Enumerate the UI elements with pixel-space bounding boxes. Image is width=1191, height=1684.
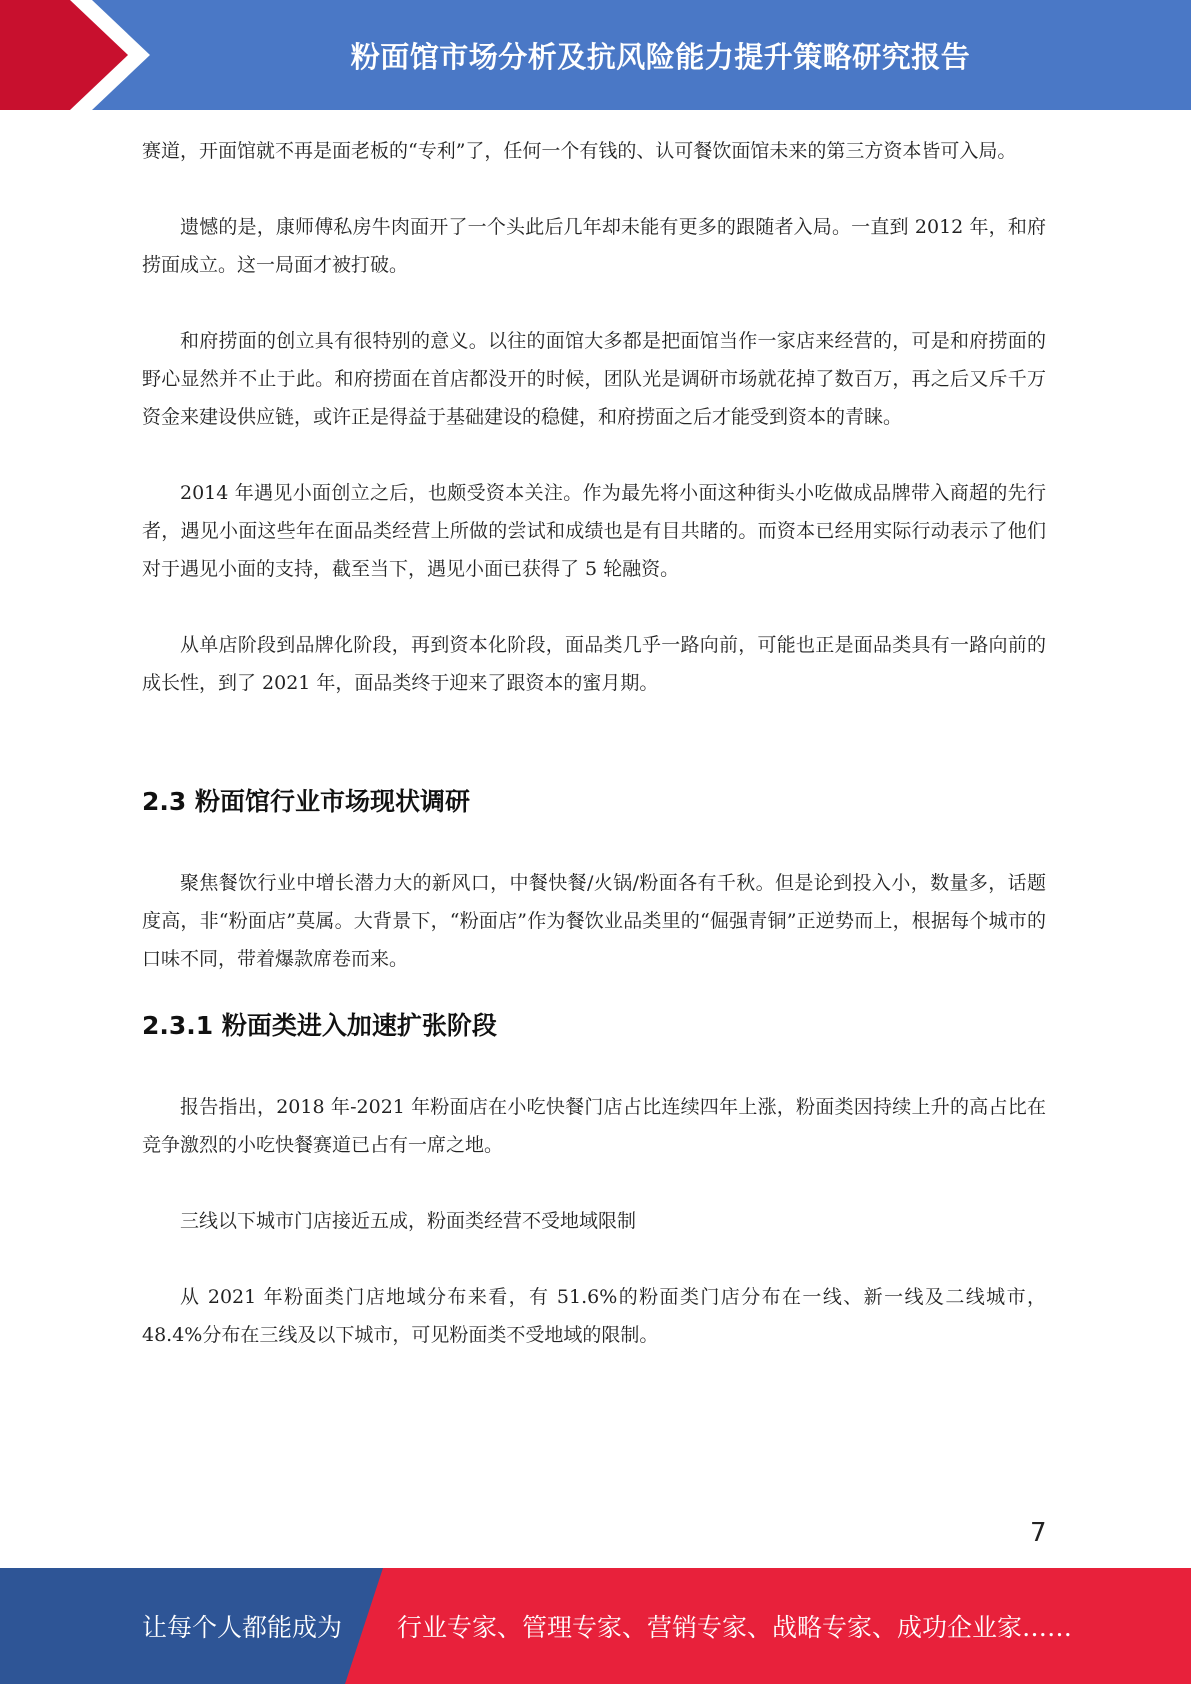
report-title: 粉面馆市场分析及抗风险能力提升策略研究报告 (350, 39, 971, 74)
section-heading: 2.3 粉面馆行业市场现状调研 (142, 787, 470, 816)
footer-slogan-left: 让每个人都能成为 (142, 1613, 343, 1642)
body-paragraph: 从单店阶段到品牌化阶段，再到资本化阶段，面品类几乎一路向前，可能也正是面品类具有一路向前的成长性，到了 2021 年，面品类终于迎来了跟资本的蜜月期。 (142, 634, 1046, 694)
body-paragraph: 和府捞面的创立具有很特别的意义。以往的面馆大多都是把面馆当作一家店来经营的，可是和府捞面的野心显然并不止于此。和府捞面在首店都没开的时候，团队光是调研市场就花掉了数百万，再之后又斥千万资金来建设供应链，或许正是得益于基础建设的稳健，和府捞面之后才能受到资本的青睐。 (142, 330, 1046, 428)
page-footer (0, 1568, 1191, 1684)
section-heading: 2.3.1 粉面类进入加速扩张阶段 (142, 1011, 497, 1040)
body-paragraph: 聚焦餐饮行业中增长潜力大的新风口，中餐快餐/火锅/粉面各有千秋。但是论到投入小，数量多，话题度高，非“粉面店”莫属。大背景下，“粉面店”作为餐饮业品类里的“倔强青铜”正逆势而上，根据每个城市的口味不同，带着爆款席卷而来。 (142, 872, 1046, 970)
body-paragraph: 报告指出，2018 年-2021 年粉面店在小吃快餐门店占比连续四年上涨，粉面类因持续上升的高占比在竞争激烈的小吃快餐赛道已占有一席之地。 (142, 1096, 1046, 1156)
body-paragraph: 赛道，开面馆就不再是面老板的“专利”了，任何一个有钱的、认可餐饮面馆未来的第三方资本皆可入局。 (142, 140, 1017, 162)
body-paragraph: 三线以下城市门店接近五成，粉面类经营不受地域限制 (180, 1210, 637, 1232)
page-number: 7 (1030, 1518, 1047, 1548)
document-body (142, 132, 1046, 1354)
body-paragraph: 遗憾的是，康师傅私房牛肉面开了一个头此后几年却未能有更多的跟随者入局。一直到 2012 年，和府捞面成立。这一局面才被打破。 (142, 216, 1046, 276)
footer-slogan-right: 行业专家、管理专家、营销专家、战略专家、成功企业家…… (397, 1613, 1073, 1642)
body-paragraph: 2014 年遇见小面创立之后，也颇受资本关注。作为最先将小面这种街头小吃做成品牌带入商超的先行者，遇见小面这些年在面品类经营上所做的尝试和成绩也是有目共睹的。而资本已经用实际行动表示了他们对于遇见小面的支持，截至当下，遇见小面已获得了 5 轮融资。 (142, 482, 1046, 580)
body-paragraph: 从 2021 年粉面类门店地域分布来看，有 51.6%的粉面类门店分布在一线、新一线及二线城市，48.4%分布在三线及以下城市，可见粉面类不受地域的限制。 (142, 1286, 1046, 1346)
page-header (0, 0, 1191, 110)
